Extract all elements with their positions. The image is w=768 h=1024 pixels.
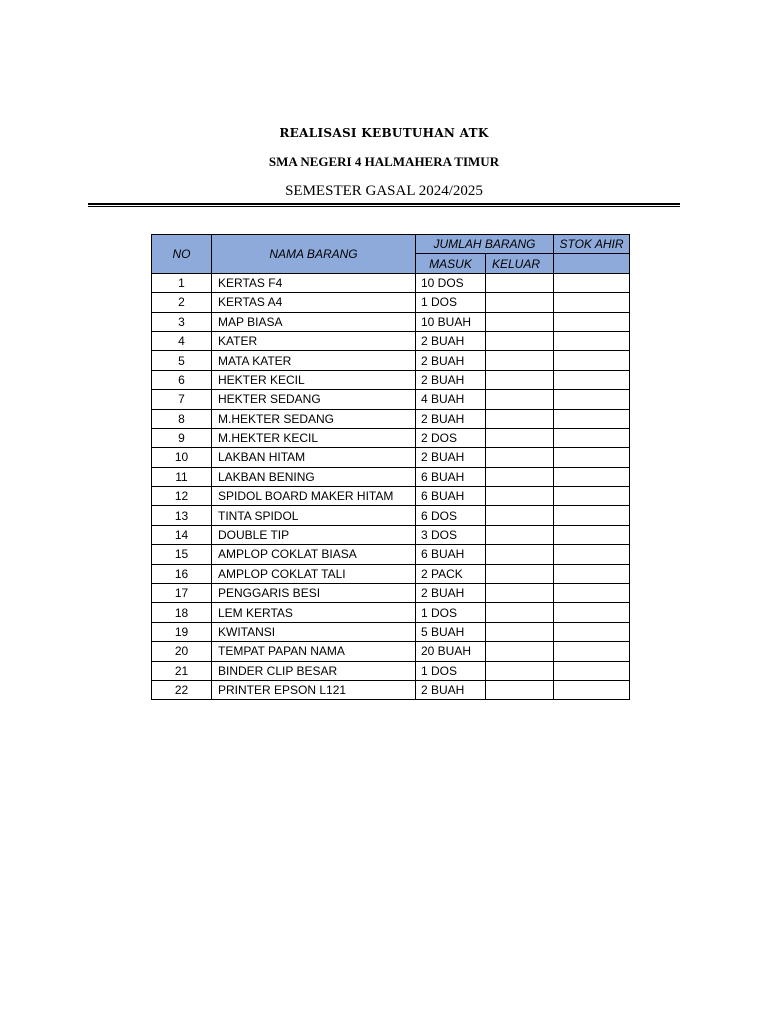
cell-masuk: 2 PACK (416, 564, 486, 583)
cell-stok-ahir (554, 312, 630, 331)
cell-keluar (486, 428, 554, 447)
cell-masuk: 4 BUAH (416, 390, 486, 409)
document-title: REALISASI KEBUTUHAN ATK (279, 126, 489, 140)
cell-nama-barang: TEMPAT PAPAN NAMA (212, 642, 416, 661)
cell-stok-ahir (554, 390, 630, 409)
cell-stok-ahir (554, 428, 630, 447)
table-row (152, 584, 630, 603)
cell-masuk: 2 BUAH (416, 409, 486, 428)
cell-stok-ahir (554, 370, 630, 389)
cell-masuk: 5 BUAH (416, 622, 486, 641)
header-keluar: KELUAR (486, 254, 554, 273)
table-row (152, 642, 630, 661)
cell-masuk: 2 BUAH (416, 370, 486, 389)
header-nama-barang: NAMA BARANG (212, 235, 416, 274)
cell-masuk: 1 DOS (416, 603, 486, 622)
cell-keluar (486, 584, 554, 603)
cell-masuk: 2 DOS (416, 428, 486, 447)
cell-masuk: 2 BUAH (416, 680, 486, 699)
header-no: NO (152, 235, 212, 274)
cell-masuk: 1 DOS (416, 661, 486, 680)
cell-no: 22 (152, 680, 212, 699)
cell-keluar (486, 467, 554, 486)
cell-keluar (486, 525, 554, 544)
cell-nama-barang: BINDER CLIP BESAR (212, 661, 416, 680)
cell-stok-ahir (554, 409, 630, 428)
cell-masuk: 6 DOS (416, 506, 486, 525)
cell-keluar (486, 661, 554, 680)
cell-no: 14 (152, 525, 212, 544)
table-row (152, 293, 630, 312)
cell-no: 16 (152, 564, 212, 583)
cell-stok-ahir (554, 661, 630, 680)
table-row (152, 331, 630, 350)
cell-keluar (486, 390, 554, 409)
cell-no: 7 (152, 390, 212, 409)
cell-masuk: 3 DOS (416, 525, 486, 544)
cell-keluar (486, 564, 554, 583)
cell-masuk: 2 BUAH (416, 331, 486, 350)
cell-masuk: 2 BUAH (416, 351, 486, 370)
table-row (152, 409, 630, 428)
cell-no: 11 (152, 467, 212, 486)
cell-nama-barang: M.HEKTER SEDANG (212, 409, 416, 428)
cell-stok-ahir (554, 525, 630, 544)
cell-nama-barang: TINTA SPIDOL (212, 506, 416, 525)
semester-label: SEMESTER GASAL 2024/2025 (285, 183, 483, 199)
cell-stok-ahir (554, 351, 630, 370)
cell-no: 13 (152, 506, 212, 525)
cell-nama-barang: HEKTER SEDANG (212, 390, 416, 409)
cell-masuk: 6 BUAH (416, 467, 486, 486)
cell-nama-barang: AMPLOP COKLAT BIASA (212, 545, 416, 564)
cell-nama-barang: AMPLOP COKLAT TALI (212, 564, 416, 583)
cell-no: 8 (152, 409, 212, 428)
table-row (152, 487, 630, 506)
table-row (152, 312, 630, 331)
cell-nama-barang: PENGGARIS BESI (212, 584, 416, 603)
table-row (152, 273, 630, 292)
cell-keluar (486, 506, 554, 525)
cell-masuk: 6 BUAH (416, 487, 486, 506)
cell-no: 19 (152, 622, 212, 641)
table-body (152, 273, 630, 700)
table-row (152, 428, 630, 447)
table-row (152, 603, 630, 622)
cell-nama-barang: DOUBLE TIP (212, 525, 416, 544)
cell-masuk: 10 DOS (416, 273, 486, 292)
cell-stok-ahir (554, 603, 630, 622)
cell-masuk: 2 BUAH (416, 584, 486, 603)
table-row (152, 351, 630, 370)
table-row (152, 622, 630, 641)
cell-keluar (486, 331, 554, 350)
cell-keluar (486, 487, 554, 506)
cell-nama-barang: KERTAS A4 (212, 293, 416, 312)
cell-nama-barang: SPIDOL BOARD MAKER HITAM (212, 487, 416, 506)
cell-nama-barang: KERTAS F4 (212, 273, 416, 292)
cell-nama-barang: KWITANSI (212, 622, 416, 641)
cell-no: 18 (152, 603, 212, 622)
table-row (152, 680, 630, 699)
cell-stok-ahir (554, 545, 630, 564)
cell-keluar (486, 622, 554, 641)
cell-keluar (486, 680, 554, 699)
cell-no: 12 (152, 487, 212, 506)
header-divider-thin (88, 206, 680, 207)
cell-nama-barang: MATA KATER (212, 351, 416, 370)
school-name: SMA NEGERI 4 HALMAHERA TIMUR (268, 154, 500, 169)
cell-nama-barang: KATER (212, 331, 416, 350)
table-row (152, 467, 630, 486)
cell-stok-ahir (554, 448, 630, 467)
atk-table (151, 234, 630, 700)
cell-stok-ahir (554, 642, 630, 661)
table-row (152, 370, 630, 389)
cell-stok-ahir (554, 293, 630, 312)
cell-keluar (486, 603, 554, 622)
cell-masuk: 1 DOS (416, 293, 486, 312)
cell-stok-ahir (554, 331, 630, 350)
cell-stok-ahir (554, 564, 630, 583)
cell-keluar (486, 448, 554, 467)
cell-keluar (486, 642, 554, 661)
cell-masuk: 10 BUAH (416, 312, 486, 331)
cell-nama-barang: LEM KERTAS (212, 603, 416, 622)
cell-keluar (486, 293, 554, 312)
cell-no: 5 (152, 351, 212, 370)
cell-no: 15 (152, 545, 212, 564)
table-row (152, 661, 630, 680)
cell-no: 4 (152, 331, 212, 350)
cell-masuk: 6 BUAH (416, 545, 486, 564)
cell-stok-ahir (554, 680, 630, 699)
cell-no: 6 (152, 370, 212, 389)
cell-nama-barang: M.HEKTER KECIL (212, 428, 416, 447)
cell-no: 3 (152, 312, 212, 331)
cell-nama-barang: HEKTER KECIL (212, 370, 416, 389)
table-row (152, 506, 630, 525)
cell-nama-barang: MAP BIASA (212, 312, 416, 331)
cell-no: 9 (152, 428, 212, 447)
cell-masuk: 2 BUAH (416, 448, 486, 467)
cell-stok-ahir (554, 584, 630, 603)
table-row (152, 545, 630, 564)
cell-no: 10 (152, 448, 212, 467)
table-row (152, 390, 630, 409)
cell-no: 2 (152, 293, 212, 312)
cell-keluar (486, 409, 554, 428)
cell-keluar (486, 370, 554, 389)
header-jumlah-barang: JUMLAH BARANG (416, 235, 554, 254)
cell-no: 21 (152, 661, 212, 680)
cell-keluar (486, 351, 554, 370)
cell-stok-ahir (554, 467, 630, 486)
cell-no: 1 (152, 273, 212, 292)
cell-nama-barang: LAKBAN HITAM (212, 448, 416, 467)
cell-no: 17 (152, 584, 212, 603)
header-masuk: MASUK (416, 254, 486, 273)
cell-stok-ahir (554, 506, 630, 525)
cell-keluar (486, 312, 554, 331)
header-stok-ahir: STOK AHIR (554, 235, 630, 254)
table-row (152, 525, 630, 544)
cell-masuk: 20 BUAH (416, 642, 486, 661)
cell-stok-ahir (554, 273, 630, 292)
header-stok-blank (554, 254, 630, 273)
cell-keluar (486, 273, 554, 292)
cell-stok-ahir (554, 622, 630, 641)
header-divider-thick (88, 203, 680, 205)
cell-keluar (486, 545, 554, 564)
cell-nama-barang: PRINTER EPSON L121 (212, 680, 416, 699)
cell-stok-ahir (554, 487, 630, 506)
cell-nama-barang: LAKBAN BENING (212, 467, 416, 486)
table-row (152, 564, 630, 583)
cell-no: 20 (152, 642, 212, 661)
table-row (152, 448, 630, 467)
